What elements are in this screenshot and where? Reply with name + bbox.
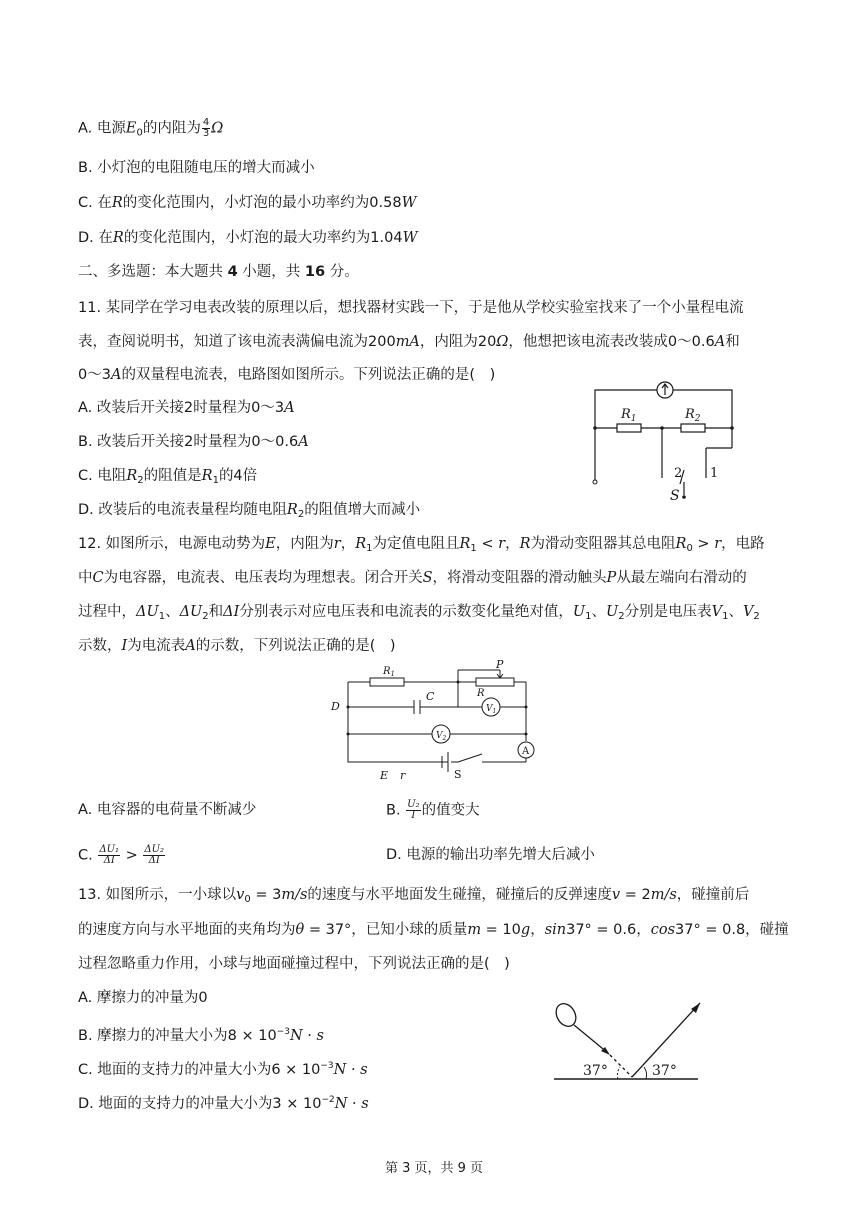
q11-stem-line1 [78,298,744,318]
symbol: R [286,502,298,518]
ammeter-label: A [522,746,530,757]
v2-label: $V_2$ [436,731,447,742]
q13-option-c [78,1056,368,1080]
text: 的阻值增大而减小 [304,502,421,518]
fraction [202,118,210,139]
symbol: r [714,536,722,552]
symbol: R [201,468,213,484]
symbol: P [606,570,617,586]
symbol: ΔU [136,604,159,620]
text: 为电流表 [127,638,186,654]
numerator: ΔU₁ [99,844,120,855]
text: 为滑动变阻器其总电阻 [530,536,676,552]
q12-stem-line2 [78,568,747,588]
denominator: 3 [202,128,210,139]
r1-label: $R_1$ [383,666,395,678]
q12-option-a [78,800,256,820]
text: 、 [165,604,180,620]
q11-option-d [78,500,420,525]
text: 11. 某同学在学习电表改装的原理以后，想找器材实践一下，于是他从学校实验室找来了一个小量程电流 [78,300,744,316]
text: 0～3 [78,367,111,383]
unit: N · s [333,1062,368,1078]
switch-terminal-2: 2 [674,466,683,481]
text: C. 电阻 [78,468,127,484]
unit: A [284,400,295,416]
subscript: 1 [722,611,729,622]
exponent: −2 [321,1095,335,1105]
text: ，电路 [721,536,765,552]
subscript: 1 [366,543,373,554]
switch-label: S [454,768,462,781]
symbol: V [742,604,754,620]
q10-option-a [78,118,223,144]
symbol: I [121,638,128,654]
function: sin [544,922,567,938]
q11-stem-line2 [78,332,740,352]
text: A. 电容器的电荷量不断减少 [78,802,257,818]
q12-option-b [386,800,480,821]
symbol: V [711,604,723,620]
text: A. 电源 [78,120,126,137]
v1-label: $V_1$ [486,704,497,715]
symbol: v [611,887,621,903]
numerator: U₂ [407,799,420,810]
text: 中 [78,570,93,586]
switch-label: S [670,488,680,504]
q13-option-a [78,988,208,1008]
text: 二、多选题：本大题共 [78,264,228,280]
text: C. 地面的支持力的冲量大小为6 × 10 [78,1062,321,1078]
text: A. 摩擦力的冲量为0 [78,990,208,1006]
fraction [143,845,165,866]
q12-stem-line3 [78,602,760,627]
node-d-label: D [331,700,340,713]
text: ， [505,536,520,552]
subscript: 1 [158,611,166,622]
text: ， [340,536,356,552]
q13-stem-line1 [78,885,749,910]
text: 的变化范围内，小灯泡的最小功率约为0.58 [122,195,402,211]
incident-angle-label: 37° [583,1063,608,1079]
text: 的速度方向与水平地面的夹角均为 [78,922,296,938]
symbol: m [467,922,482,938]
switch-terminal-1: 1 [710,466,719,481]
symbol: R [126,468,138,484]
rebound-angle-label: 37° [652,1063,677,1079]
text: > [692,536,715,552]
text: 示数， [78,638,122,654]
exponent: −3 [276,1027,290,1037]
denominator: ΔI [148,855,160,866]
unit: W [401,195,417,211]
score: 16 [304,264,326,280]
text: 、 [728,604,743,620]
subscript: 2 [137,475,144,486]
unit: W [402,230,418,246]
q11-stem-line3 [78,365,495,385]
text: 过程中， [78,604,136,620]
slider-p-label: P [496,658,504,671]
text: B. 摩擦力的冲量大小为8 × 10 [78,1028,277,1044]
unit: m/s [650,887,677,903]
symbol: U [605,604,619,620]
unit: N · s [290,1028,324,1044]
text: 13. 如图所示，一小球以 [78,887,237,903]
text: = 2 [620,887,651,903]
text: = 3 [250,887,282,903]
denominator: ΔI [103,855,115,866]
text: D. 电源的输出功率先增大后减小 [386,847,595,863]
q13-collision-diagram [548,995,704,1087]
subscript: 1 [470,543,477,554]
unit: A [714,334,726,350]
symbol: v [236,887,245,903]
symbol: R [459,536,471,552]
unit: m/s [281,887,308,903]
unit: Ω [496,334,509,350]
symbol: C [92,570,104,586]
text: 的阻值是 [143,468,202,484]
text: < [476,536,499,552]
text: ，碰撞前后 [676,887,750,903]
q11-option-b [78,432,309,452]
text: ，内阻为20 [419,334,497,350]
text: 的速度与水平地面发生碰撞，碰撞后的反弹速度 [307,887,612,903]
text: D. 在 [78,230,113,246]
q10-option-b [78,158,315,178]
unit: A [110,367,122,383]
symbol: ΔI [223,604,240,620]
text: ， [530,922,545,938]
symbol: R [112,230,124,246]
symbol: U [572,604,586,620]
symbol: A [185,638,196,654]
q12-circuit-diagram [328,658,540,782]
q12-stem-line1 [78,534,765,559]
internal-r-label: r [400,769,406,782]
text: 的内阻为 [142,120,201,137]
q11-option-a [78,398,295,418]
text: 12. 如图所示，电源电动势为 [78,536,266,552]
q13-stem-line2 [78,920,789,940]
subscript: 1 [585,611,592,622]
page-footer: 第 3 页，共 9 页 [384,1161,484,1176]
subscript: 2 [297,509,305,520]
count: 4 [227,264,238,280]
symbol: S [422,570,433,586]
text: ，他想把该电流表改装成0～0.6 [508,334,715,350]
function: cos [650,922,676,938]
text: 为定值电阻且 [372,536,460,552]
text: 的值变大 [421,802,480,819]
q12-stem-line4 [78,636,396,656]
text: 小题，共 [237,264,305,280]
symbol: R [111,195,123,211]
subscript: 2 [753,611,760,622]
text: B. 小灯泡的电阻随电压的增大而减小 [78,160,315,176]
text: 、 [591,604,606,620]
denominator: I [411,810,416,821]
symbol: R [675,536,687,552]
capacitor-label: C [426,690,435,703]
q11-option-c [78,466,257,491]
q10-option-d [78,228,418,248]
text: = 10 [481,922,521,938]
text: A. 改装后开关接2时量程为0～3 [78,400,285,416]
subscript: 0 [686,543,693,554]
text: 分。 [325,264,359,280]
q10-option-c [78,193,416,213]
unit: mA [395,334,420,350]
q11-circuit-diagram [590,370,740,505]
symbol: R [355,536,367,552]
text: C. 在 [78,195,112,211]
subscript: 1 [212,475,219,486]
r2-label: $R_2$ [685,407,701,424]
q12-option-c [78,845,166,866]
text: D. 地面的支持力的冲量大小为3 × 10 [78,1096,322,1112]
numerator: 4 [202,117,210,128]
text: 过程忽略重力作用，小球与地面碰撞过程中，下列说法正确的是( ) [78,956,510,972]
subscript: 2 [618,611,625,622]
text: > [121,847,143,864]
text: ，将滑动变阻器的滑动触头 [432,570,607,586]
text: 分别是电压表 [624,604,712,620]
emf-label: E [380,769,389,782]
text: 和 [725,334,740,350]
text: 37° = 0.6， [566,922,651,938]
q13-option-d [78,1090,369,1114]
text: D. 改装后的电流表量程均随电阻 [78,502,287,518]
symbol: θ [295,922,305,938]
subscript: 2 [202,611,209,622]
rheostat-label: R [477,688,485,699]
q13-stem-line3 [78,954,510,974]
symbol: R [519,536,531,552]
text: ，内阻为 [275,536,334,552]
text: 分别表示对应电压表和电流表的示数变化量绝对值， [239,604,573,620]
text: 表，查阅说明书，知道了该电流表满偏电流为200 [78,334,396,350]
text: = 37°，已知小球的质量 [304,922,468,938]
symbol: ΔU [179,604,203,620]
text: 和 [208,604,224,620]
text: 的变化范围内，小灯泡的最大功率约为1.04 [123,230,403,246]
unit: Ω [211,120,224,137]
subscript: 0 [136,127,143,139]
text: C. [78,847,98,864]
text: 的4倍 [218,468,258,484]
unit: A [298,434,309,450]
symbol: E [125,120,137,137]
r1-label: $R_1$ [621,407,637,424]
text: 的双量程电流表，电路图如图所示。下列说法正确的是( ) [121,367,496,383]
section-header [78,262,359,282]
text: 从最左端向右滑动的 [616,570,747,586]
text: B. [386,802,406,819]
exponent: −3 [320,1061,334,1071]
text: 为电容器，电流表、电压表均为理想表。闭合开关 [103,570,423,586]
q12-option-d [386,845,595,865]
unit: N · s [334,1096,369,1112]
symbol: r [498,536,506,552]
symbol: r [333,536,341,552]
text: 37° = 0.8，碰撞 [675,922,789,938]
subscript: 0 [244,894,251,905]
fraction [98,845,120,866]
numerator: ΔU₂ [144,844,165,855]
q13-option-b [78,1022,324,1046]
fraction [406,800,420,821]
unit: g [520,922,531,938]
text: 的示数，下列说法正确的是( ) [195,638,396,654]
symbol: E [265,536,276,552]
text: B. 改装后开关接2时量程为0～0.6 [78,434,299,450]
